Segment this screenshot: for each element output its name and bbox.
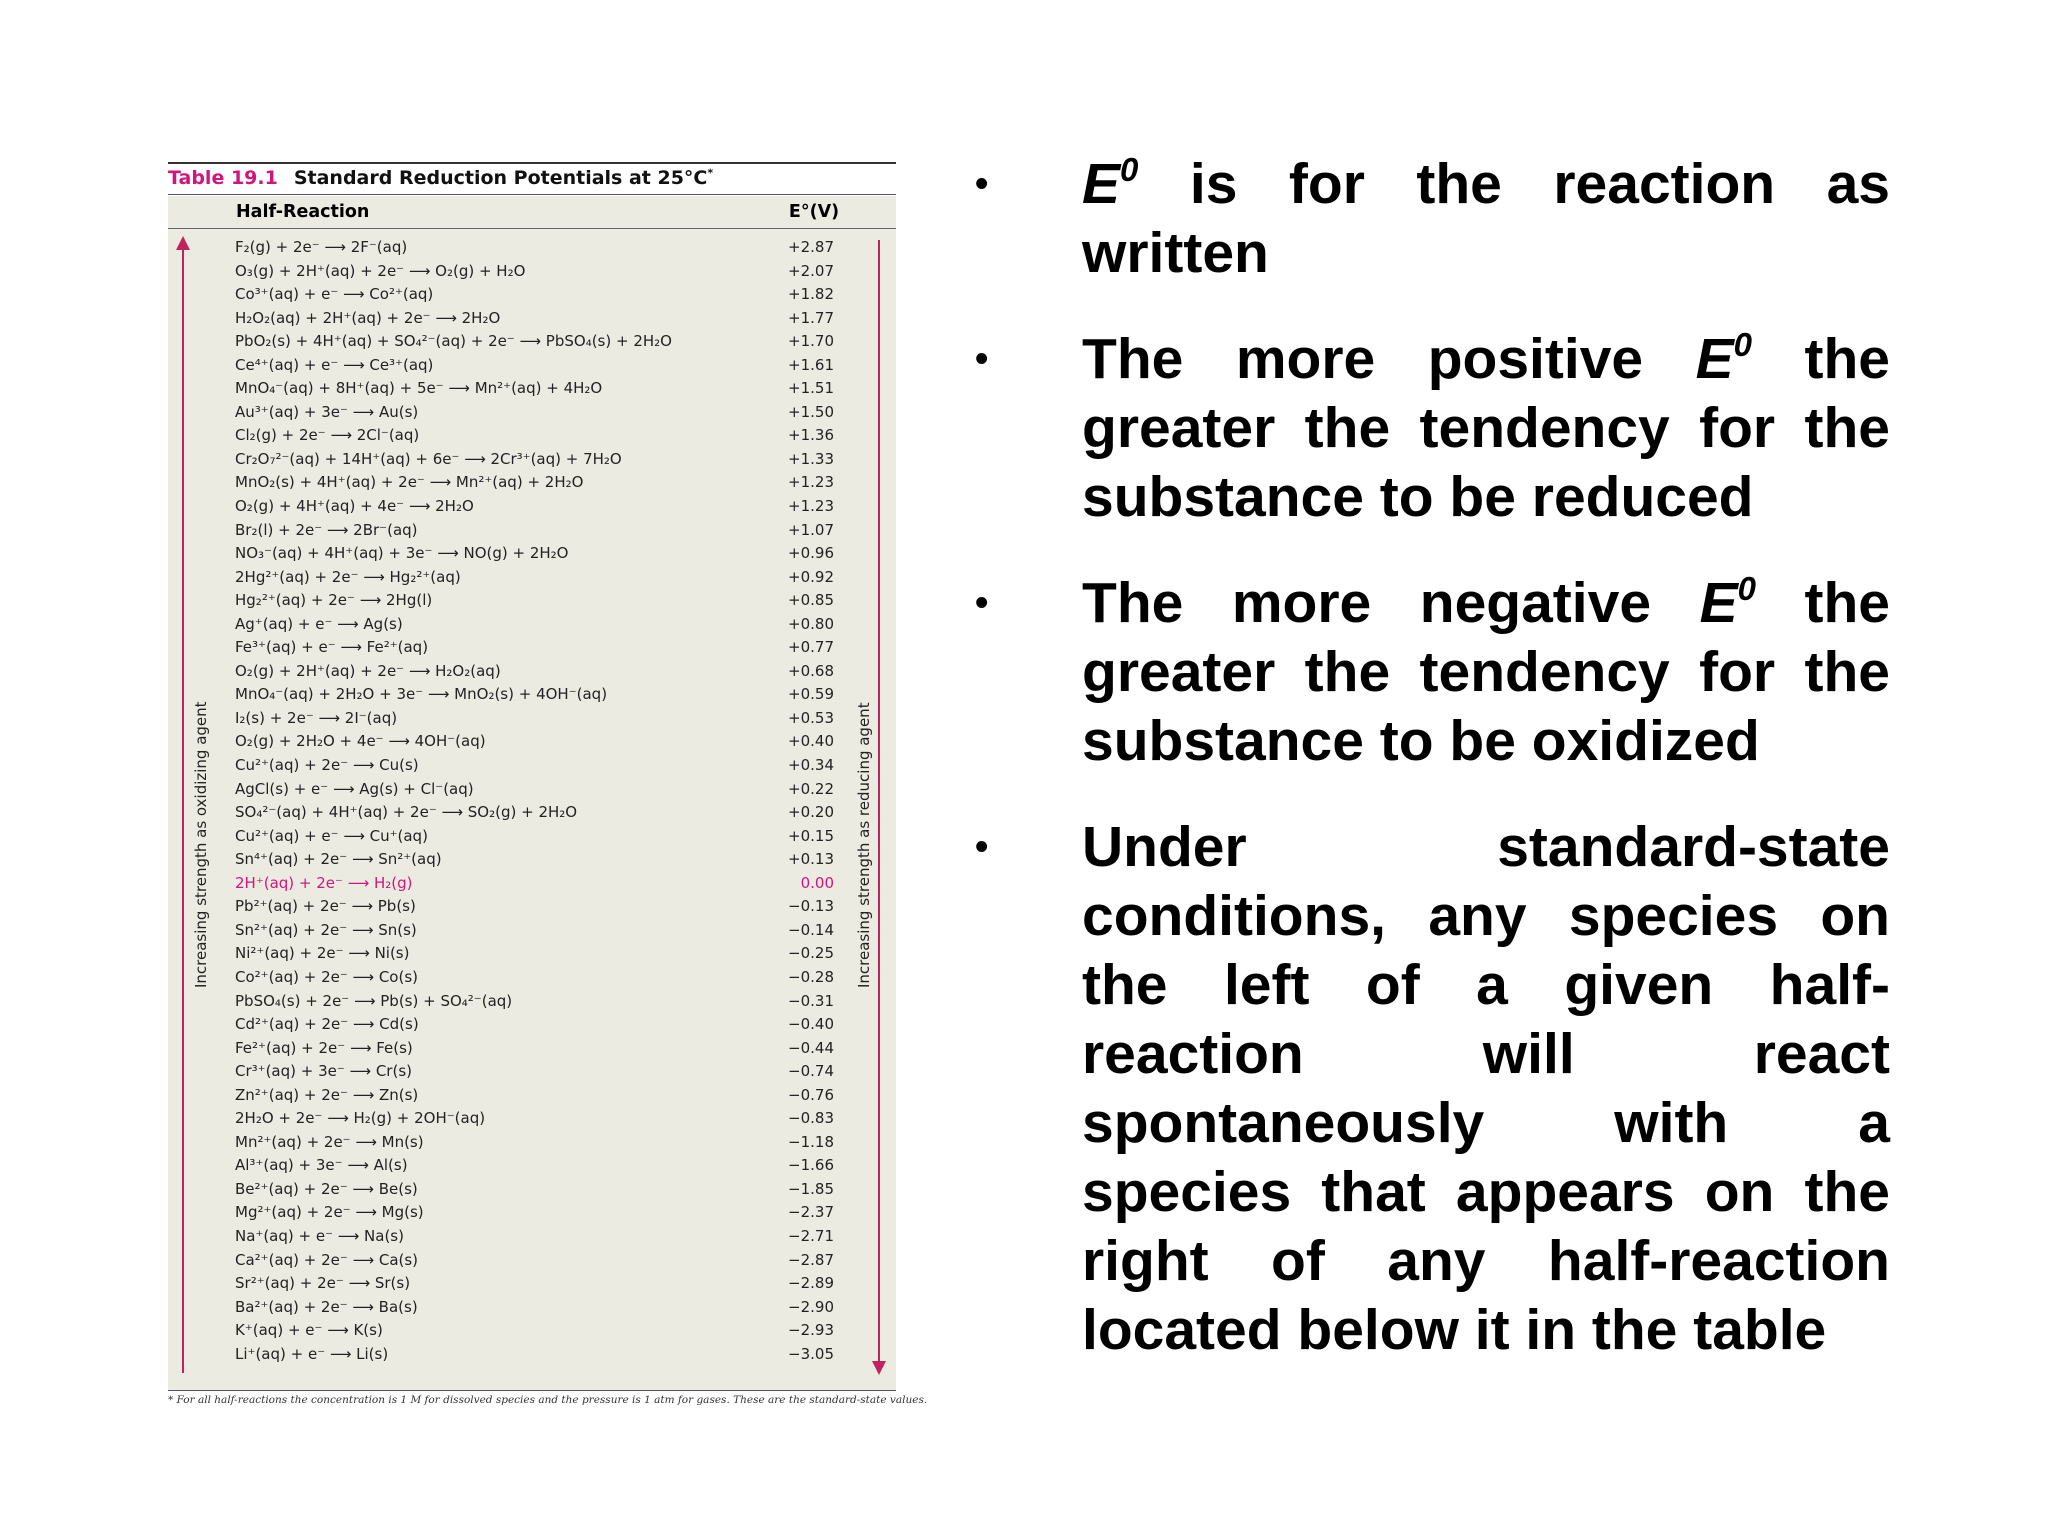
e0-superscript: 0 bbox=[1120, 151, 1139, 188]
half-reaction-cell: Na⁺(aq) + e⁻ ⟶ Na(s) bbox=[235, 1226, 404, 1245]
table-title-rule bbox=[168, 194, 896, 195]
half-reaction-cell: Cu²⁺(aq) + 2e⁻ ⟶ Cu(s) bbox=[235, 756, 419, 775]
table-row bbox=[168, 1296, 896, 1320]
e0-symbol bbox=[1700, 571, 1756, 635]
potential-cell: −0.83 bbox=[788, 1109, 834, 1128]
table-row bbox=[168, 1225, 896, 1249]
table-row bbox=[168, 448, 896, 472]
bullet-text bbox=[1082, 813, 1890, 1365]
potential-cell: +2.07 bbox=[788, 261, 834, 280]
potential-cell: −1.66 bbox=[788, 1156, 834, 1175]
table-row bbox=[168, 1131, 896, 1155]
potential-cell: +1.82 bbox=[788, 285, 834, 304]
bullet-line: greater the tendency for the bbox=[1082, 396, 1890, 460]
potential-cell: +0.92 bbox=[788, 567, 834, 586]
half-reaction-cell: Cl₂(g) + 2e⁻ ⟶ 2Cl⁻(aq) bbox=[235, 426, 420, 445]
potential-cell: +1.36 bbox=[788, 426, 834, 445]
half-reaction-cell: F₂(g) + 2e⁻ ⟶ 2F⁻(aq) bbox=[235, 238, 408, 256]
half-reaction-cell: PbO₂(s) + 4H⁺(aq) + SO₄²⁻(aq) + 2e⁻ ⟶ PbSO₄(s) + 2H₂O bbox=[235, 332, 672, 351]
reduction-potentials-table bbox=[168, 162, 928, 1407]
half-reaction-cell: H₂O₂(aq) + 2H⁺(aq) + 2e⁻ ⟶ 2H₂O bbox=[235, 308, 501, 327]
table-bottom-rule bbox=[168, 1390, 896, 1391]
potential-cell: −1.18 bbox=[788, 1132, 834, 1151]
table-row bbox=[168, 1343, 896, 1367]
half-reaction-cell: Li⁺(aq) + e⁻ ⟶ Li(s) bbox=[235, 1344, 389, 1363]
potential-cell: +1.23 bbox=[788, 473, 834, 492]
table-row bbox=[168, 1319, 896, 1343]
bullet-line-text: the bbox=[1755, 571, 1890, 635]
potential-cell: +0.85 bbox=[788, 591, 834, 610]
potential-cell: 0.00 bbox=[800, 873, 834, 892]
potential-cell: −0.31 bbox=[788, 991, 834, 1010]
table-row bbox=[168, 471, 896, 495]
table-row bbox=[168, 1154, 896, 1178]
bullet-text bbox=[1082, 325, 1890, 532]
potential-cell: +0.68 bbox=[788, 661, 834, 680]
potential-cell: −0.25 bbox=[788, 944, 834, 963]
column-header-half-reaction: Half-Reaction bbox=[236, 202, 370, 222]
potential-cell: +0.77 bbox=[788, 638, 834, 657]
table-row bbox=[168, 730, 896, 754]
half-reaction-cell: Cd²⁺(aq) + 2e⁻ ⟶ Cd(s) bbox=[235, 1015, 419, 1034]
bullet-line-text: is for the reaction as bbox=[1138, 152, 1890, 216]
potential-cell: +0.59 bbox=[788, 685, 834, 704]
table-body bbox=[168, 196, 896, 1390]
potential-cell: +1.77 bbox=[788, 308, 834, 327]
table-row bbox=[168, 424, 896, 448]
half-reaction-cell: O₂(g) + 2H⁺(aq) + 2e⁻ ⟶ H₂O₂(aq) bbox=[235, 661, 501, 680]
half-reaction-cell: O₃(g) + 2H⁺(aq) + 2e⁻ ⟶ O₂(g) + H₂O bbox=[235, 261, 526, 280]
potential-cell: −0.44 bbox=[788, 1038, 834, 1057]
half-reaction-cell: Au³⁺(aq) + 3e⁻ ⟶ Au(s) bbox=[235, 402, 419, 421]
half-reaction-cell: PbSO₄(s) + 2e⁻ ⟶ Pb(s) + SO₄²⁻(aq) bbox=[235, 991, 513, 1010]
potential-cell: +1.07 bbox=[788, 520, 834, 539]
half-reaction-cell: 2H⁺(aq) + 2e⁻ ⟶ H₂(g) bbox=[235, 873, 413, 892]
half-reaction-cell: Sn⁴⁺(aq) + 2e⁻ ⟶ Sn²⁺(aq) bbox=[235, 850, 442, 869]
table-row bbox=[168, 566, 896, 590]
half-reaction-cell: Zn²⁺(aq) + 2e⁻ ⟶ Zn(s) bbox=[235, 1085, 419, 1104]
half-reaction-cell: Ca²⁺(aq) + 2e⁻ ⟶ Ca(s) bbox=[235, 1250, 419, 1269]
potential-cell: +0.15 bbox=[788, 826, 834, 845]
half-reaction-cell: 2H₂O + 2e⁻ ⟶ H₂(g) + 2OH⁻(aq) bbox=[235, 1109, 486, 1128]
table-top-rule bbox=[168, 162, 896, 164]
potential-cell: −2.89 bbox=[788, 1274, 834, 1293]
table-row bbox=[168, 354, 896, 378]
half-reaction-cell: AgCl(s) + e⁻ ⟶ Ag(s) + Cl⁻(aq) bbox=[235, 779, 474, 798]
half-reaction-cell: Fe²⁺(aq) + 2e⁻ ⟶ Fe(s) bbox=[235, 1038, 413, 1057]
table-row bbox=[168, 377, 896, 401]
half-reaction-cell: Pb²⁺(aq) + 2e⁻ ⟶ Pb(s) bbox=[235, 897, 416, 916]
potential-cell: +1.70 bbox=[788, 332, 834, 351]
column-header-potential: E°(V) bbox=[788, 202, 840, 222]
half-reaction-cell: SO₄²⁻(aq) + 4H⁺(aq) + 2e⁻ ⟶ SO₂(g) + 2H₂O bbox=[235, 803, 578, 822]
half-reaction-cell: Mn²⁺(aq) + 2e⁻ ⟶ Mn(s) bbox=[235, 1132, 424, 1151]
table-row bbox=[168, 801, 896, 825]
table-row bbox=[168, 919, 896, 943]
half-reaction-cell: I₂(s) + 2e⁻ ⟶ 2I⁻(aq) bbox=[235, 708, 398, 727]
bullet-line: substance to be reduced bbox=[1082, 465, 1754, 529]
potential-cell: −2.90 bbox=[788, 1297, 834, 1316]
potential-cell: +0.96 bbox=[788, 544, 834, 563]
oxidizing-strength-label: Increasing strength as oxidizing agent bbox=[192, 701, 210, 988]
potential-cell: +0.34 bbox=[788, 756, 834, 775]
potential-cell: +0.20 bbox=[788, 803, 834, 822]
half-reaction-cell: Fe³⁺(aq) + e⁻ ⟶ Fe²⁺(aq) bbox=[235, 638, 429, 657]
potential-cell: +0.80 bbox=[788, 614, 834, 633]
bullet-marker: • bbox=[975, 826, 989, 868]
e0-letter: E bbox=[1695, 327, 1734, 391]
potential-cell: −1.85 bbox=[788, 1179, 834, 1198]
e0-letter: E bbox=[1082, 152, 1121, 216]
table-row bbox=[168, 1060, 896, 1084]
half-reaction-cell: NO₃⁻(aq) + 4H⁺(aq) + 3e⁻ ⟶ NO(g) + 2H₂O bbox=[235, 544, 569, 563]
half-reaction-cell: O₂(g) + 4H⁺(aq) + 4e⁻ ⟶ 2H₂O bbox=[235, 497, 474, 516]
table-row bbox=[168, 307, 896, 331]
table-row bbox=[168, 990, 896, 1014]
bullet-marker: • bbox=[975, 338, 989, 380]
potential-cell: +1.23 bbox=[788, 497, 834, 516]
bullet-line: reaction will react bbox=[1082, 1022, 1890, 1086]
potential-cell: −0.14 bbox=[788, 920, 834, 939]
bullet-line bbox=[1082, 150, 1890, 219]
bullet-line: Under standard-state bbox=[1082, 815, 1890, 879]
half-reaction-cell: Be²⁺(aq) + 2e⁻ ⟶ Be(s) bbox=[235, 1179, 418, 1198]
table-row bbox=[168, 707, 896, 731]
potential-cell: −0.40 bbox=[788, 1015, 834, 1034]
table-row bbox=[168, 330, 896, 354]
potential-cell: −0.28 bbox=[788, 967, 834, 986]
half-reaction-cell: Br₂(l) + 2e⁻ ⟶ 2Br⁻(aq) bbox=[235, 520, 418, 539]
half-reaction-cell: Sn²⁺(aq) + 2e⁻ ⟶ Sn(s) bbox=[235, 920, 417, 939]
half-reaction-cell: MnO₄⁻(aq) + 2H₂O + 3e⁻ ⟶ MnO₂(s) + 4OH⁻(aq) bbox=[235, 685, 608, 704]
half-reaction-cell: Hg₂²⁺(aq) + 2e⁻ ⟶ 2Hg(l) bbox=[235, 591, 433, 610]
half-reaction-cell: Al³⁺(aq) + 3e⁻ ⟶ Al(s) bbox=[235, 1156, 408, 1175]
table-footnote: * For all half-reactions the concentration is 1 M for dissolved species and the pressure is 1 atm for gases. These are the standard-state values. bbox=[168, 1394, 928, 1406]
table-row bbox=[168, 236, 896, 260]
bullet-marker: • bbox=[975, 582, 989, 624]
bullet-line-text: The more negative bbox=[1082, 571, 1700, 635]
bullet-line: substance to be oxidized bbox=[1082, 709, 1760, 773]
bullet-text bbox=[1082, 150, 1890, 288]
table-row bbox=[168, 401, 896, 425]
bullet-marker: • bbox=[975, 163, 989, 205]
table-row bbox=[168, 1084, 896, 1108]
table-row bbox=[168, 848, 896, 872]
e0-symbol bbox=[1082, 152, 1138, 216]
potential-cell: +1.50 bbox=[788, 402, 834, 421]
potential-cell: +0.22 bbox=[788, 779, 834, 798]
table-row bbox=[168, 1107, 896, 1131]
potential-cell: +0.53 bbox=[788, 708, 834, 727]
bullet-line: spontaneously with a bbox=[1082, 1091, 1890, 1155]
table-title bbox=[168, 167, 713, 197]
table-row bbox=[168, 613, 896, 637]
potential-cell: −2.87 bbox=[788, 1250, 834, 1269]
potential-cell: −2.93 bbox=[788, 1321, 834, 1340]
potential-cell: −3.05 bbox=[788, 1344, 834, 1363]
bullet-line: the left of a given half- bbox=[1082, 953, 1890, 1017]
table-caption-text: Standard Reduction Potentials at 25°C bbox=[293, 167, 708, 190]
table-column-header bbox=[168, 196, 896, 229]
table-row bbox=[168, 660, 896, 684]
table-row bbox=[168, 1249, 896, 1273]
half-reaction-cell: Sr²⁺(aq) + 2e⁻ ⟶ Sr(s) bbox=[235, 1274, 411, 1293]
e0-superscript: 0 bbox=[1737, 570, 1756, 607]
half-reaction-cell: MnO₂(s) + 4H⁺(aq) + 2e⁻ ⟶ Mn²⁺(aq) + 2H₂O bbox=[235, 473, 584, 492]
bullet-text bbox=[1082, 569, 1890, 776]
bullet-line-text: the bbox=[1752, 327, 1890, 391]
e0-superscript: 0 bbox=[1733, 326, 1752, 363]
table-row bbox=[168, 519, 896, 543]
half-reaction-cell: Cr₂O₇²⁻(aq) + 14H⁺(aq) + 6e⁻ ⟶ 2Cr³⁺(aq) + 7H₂O bbox=[235, 449, 622, 468]
half-reaction-cell: MnO₄⁻(aq) + 8H⁺(aq) + 5e⁻ ⟶ Mn²⁺(aq) + 4H₂O bbox=[235, 379, 603, 398]
table-row bbox=[168, 778, 896, 802]
potential-cell: −2.37 bbox=[788, 1203, 834, 1222]
table-row bbox=[168, 1272, 896, 1296]
table-row bbox=[168, 260, 896, 284]
table-row bbox=[168, 966, 896, 990]
bullet-line: right of any half-reaction bbox=[1082, 1229, 1890, 1293]
table-row bbox=[168, 283, 896, 307]
potential-cell: −0.13 bbox=[788, 897, 834, 916]
e0-symbol bbox=[1696, 327, 1752, 391]
bullet-line: conditions, any species on bbox=[1082, 884, 1890, 948]
table-row bbox=[168, 872, 896, 896]
bullet-line bbox=[1082, 569, 1890, 638]
half-reaction-cell: Ce⁴⁺(aq) + e⁻ ⟶ Ce³⁺(aq) bbox=[235, 355, 434, 374]
table-row bbox=[168, 1201, 896, 1225]
potential-cell: −0.74 bbox=[788, 1062, 834, 1081]
potential-cell: +1.33 bbox=[788, 449, 834, 468]
table-row bbox=[168, 1037, 896, 1061]
half-reaction-cell: O₂(g) + 2H₂O + 4e⁻ ⟶ 4OH⁻(aq) bbox=[235, 732, 486, 751]
bullet-line: greater the tendency for the bbox=[1082, 640, 1890, 704]
table-caption-mark: * bbox=[707, 167, 714, 180]
half-reaction-cell: Co³⁺(aq) + e⁻ ⟶ Co²⁺(aq) bbox=[235, 285, 434, 304]
table-row bbox=[168, 589, 896, 613]
bullet-line-text: The more positive bbox=[1082, 327, 1696, 391]
half-reaction-cell: K⁺(aq) + e⁻ ⟶ K(s) bbox=[235, 1321, 383, 1340]
potential-cell: +1.61 bbox=[788, 355, 834, 374]
table-row bbox=[168, 636, 896, 660]
half-reaction-cell: Co²⁺(aq) + 2e⁻ ⟶ Co(s) bbox=[235, 967, 419, 986]
half-reaction-cell: Cu²⁺(aq) + e⁻ ⟶ Cu⁺(aq) bbox=[235, 826, 428, 845]
potential-cell: −0.76 bbox=[788, 1085, 834, 1104]
half-reaction-cell: Ag⁺(aq) + e⁻ ⟶ Ag(s) bbox=[235, 614, 403, 633]
potential-cell: +2.87 bbox=[788, 238, 834, 256]
half-reaction-cell: Mg²⁺(aq) + 2e⁻ ⟶ Mg(s) bbox=[235, 1203, 424, 1222]
bullet-line: written bbox=[1082, 221, 1269, 285]
potential-cell: −2.71 bbox=[788, 1226, 834, 1245]
table-row bbox=[168, 895, 896, 919]
table-row bbox=[168, 754, 896, 778]
table-row bbox=[168, 683, 896, 707]
bullet-line bbox=[1082, 325, 1890, 394]
potential-cell: +0.13 bbox=[788, 850, 834, 869]
e0-letter: E bbox=[1699, 571, 1738, 635]
table-row bbox=[168, 1013, 896, 1037]
table-row bbox=[168, 942, 896, 966]
reducing-strength-label: Increasing strength as reducing agent bbox=[855, 702, 873, 988]
half-reaction-cell: Ni²⁺(aq) + 2e⁻ ⟶ Ni(s) bbox=[235, 944, 410, 963]
table-row bbox=[168, 825, 896, 849]
table-number: Table 19.1 bbox=[168, 167, 278, 190]
potential-cell: +1.51 bbox=[788, 379, 834, 398]
table-row bbox=[168, 1178, 896, 1202]
half-reaction-cell: Ba²⁺(aq) + 2e⁻ ⟶ Ba(s) bbox=[235, 1297, 418, 1316]
potential-cell: +0.40 bbox=[788, 732, 834, 751]
half-reaction-cell: Cr³⁺(aq) + 3e⁻ ⟶ Cr(s) bbox=[235, 1062, 412, 1081]
table-row bbox=[168, 542, 896, 566]
table-caption bbox=[294, 167, 713, 189]
table-row bbox=[168, 495, 896, 519]
bullet-line: located below it in the table bbox=[1082, 1298, 1827, 1362]
half-reaction-cell: 2Hg²⁺(aq) + 2e⁻ ⟶ Hg₂²⁺(aq) bbox=[235, 567, 461, 586]
bullet-line: species that appears on the bbox=[1082, 1160, 1890, 1224]
table-rows bbox=[168, 236, 896, 1366]
